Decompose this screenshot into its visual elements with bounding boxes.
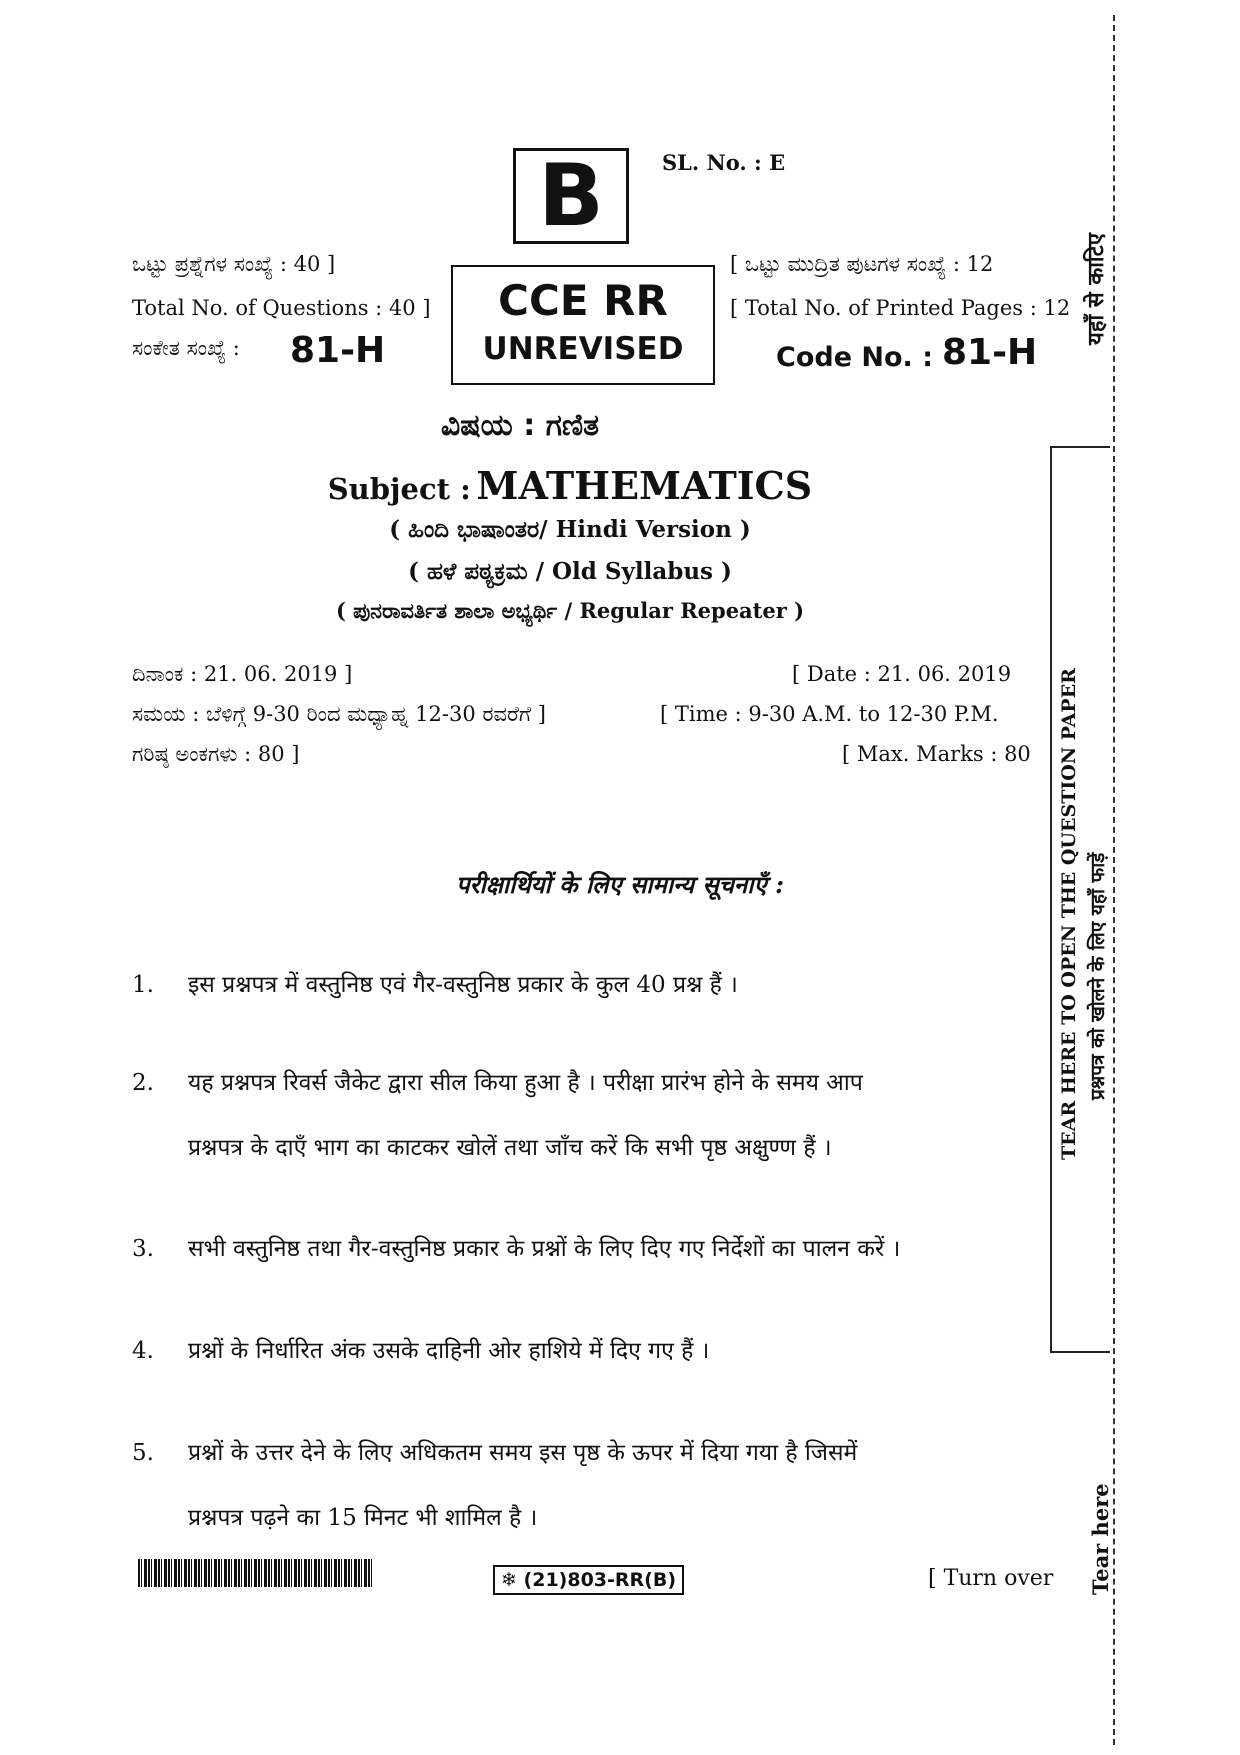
kn-max-marks: ಗರಿಷ್ಠ ಅಂಕಗಳು : 80 ] bbox=[132, 742, 300, 766]
kn-printed-pages: [ ಒಟ್ಟು ಮುದ್ರಿತ ಪುಟಗಳ ಸಂಖ್ಯೆ : 12 bbox=[730, 252, 994, 276]
cce-rr-label: CCE RR bbox=[498, 276, 668, 325]
subject-name: MATHEMATICS bbox=[476, 463, 813, 508]
cut-here-hindi: यहाँ से काटिए bbox=[1083, 233, 1109, 345]
unrevised-label: UNREVISED bbox=[482, 331, 684, 367]
barcode bbox=[138, 1559, 372, 1587]
instruction-text: प्रश्नों के उत्तर देने के लिए अधिकतम समय इस पृष्ठ के ऊपर में दिया गया है जिसमें bbox=[188, 1440, 858, 1466]
kn-date: ದಿನಾಂಕ : 21. 06. 2019 ] bbox=[132, 662, 353, 686]
en-printed-pages: [ Total No. of Printed Pages : 12 bbox=[730, 296, 1071, 320]
kn-code-label: ಸಂಕೇತ ಸಂಖ್ಯೆ : bbox=[132, 336, 240, 360]
packet-code: ❄ (21)803-RR(B) bbox=[493, 1565, 684, 1595]
syllabus-line: ( ಹಳೆ ಪಠ್ಯಕ್ರಮ / Old Syllabus ) bbox=[408, 558, 732, 585]
instruction-number: 4. bbox=[132, 1338, 154, 1364]
tear-here-label: Tear here bbox=[1088, 1483, 1113, 1595]
kn-time: ಸಮಯ : ಬೆಳಿಗ್ಗೆ 9-30 ರಿಂದ ಮಧ್ಯಾಹ್ನ 12-30 ರವರೆಗೆ ] bbox=[132, 702, 546, 726]
tear-instruction-english: TEAR HERE TO OPEN THE QUESTION PAPER bbox=[1058, 668, 1080, 1160]
instruction-text-continued: प्रश्नपत्र पढ़ने का 15 मिनट भी शामिल है । bbox=[188, 1505, 538, 1531]
serial-number: SL. No. : E bbox=[662, 150, 786, 175]
turn-over: [ Turn over bbox=[928, 1566, 1054, 1591]
instruction-text: सभी वस्तुनिष्ठ तथा गैर-वस्तुनिष्ठ प्रकार के प्रश्नों के लिए दिए गए निर्देशों का पालन करें । bbox=[188, 1236, 901, 1262]
tear-dashed-line bbox=[1113, 15, 1115, 1745]
instructions-heading: परीक्षार्थियों के लिए सामान्य सूचनाएँ : bbox=[456, 870, 784, 899]
en-code-value: 81-H bbox=[942, 332, 1038, 373]
instruction-text: इस प्रश्नपत्र में वस्तुनिष्ठ एवं गैर-वस्तुनिष्ठ प्रकार के कुल 40 प्रश्न हैं । bbox=[188, 972, 738, 998]
series-box: B bbox=[513, 148, 629, 244]
cce-rr-box bbox=[451, 265, 715, 385]
subject-kannada: ವಿಷಯ : ಗಣಿತ bbox=[440, 408, 600, 443]
version-line: ( ಹಿಂದಿ ಭಾಷಾಂತರ/ Hindi Version ) bbox=[389, 516, 751, 543]
en-time: [ Time : 9-30 A.M. to 12-30 P.M. bbox=[660, 702, 999, 726]
instruction-text-continued: प्रश्नपत्र के दाएँ भाग का काटकर खोलें तथा जाँच करें कि सभी पृष्ठ अक्षुण्ण हैं । bbox=[188, 1135, 832, 1161]
kn-code-value: 81-H bbox=[290, 330, 386, 371]
instruction-number: 2. bbox=[132, 1070, 154, 1096]
en-date: [ Date : 21. 06. 2019 bbox=[792, 662, 1012, 686]
instruction-number: 5. bbox=[132, 1440, 154, 1466]
kn-total-questions: ಒಟ್ಟು ಪ್ರಶ್ನೆಗಳ ಸಂಖ್ಯೆ : 40 ] bbox=[132, 252, 336, 276]
en-code-label: Code No. : bbox=[776, 342, 934, 373]
subject-label: Subject : bbox=[327, 472, 471, 506]
instruction-text: यह प्रश्नपत्र रिवर्स जैकेट द्वारा सील किया हुआ है । परीक्षा प्रारंभ होने के समय आप bbox=[188, 1070, 863, 1096]
candidate-line: ( ಪುನರಾವರ್ತಿತ ಶಾಲಾ ಅಭ್ಯರ್ಥಿ / Regular Repeater ) bbox=[335, 598, 805, 623]
subject-english bbox=[0, 463, 1140, 508]
en-max-marks: [ Max. Marks : 80 bbox=[842, 742, 1031, 766]
instruction-number: 1. bbox=[132, 972, 154, 998]
tear-instruction-hindi: प्रश्नपत्र को खोलने के लिए यहाँ फाड़ें bbox=[1087, 852, 1109, 1100]
en-total-questions: Total No. of Questions : 40 ] bbox=[132, 296, 431, 320]
instruction-number: 3. bbox=[132, 1236, 154, 1262]
instruction-text: प्रश्नों के निर्धारित अंक उसके दाहिनी ओर हाशिये में दिए गए हैं । bbox=[188, 1338, 710, 1364]
